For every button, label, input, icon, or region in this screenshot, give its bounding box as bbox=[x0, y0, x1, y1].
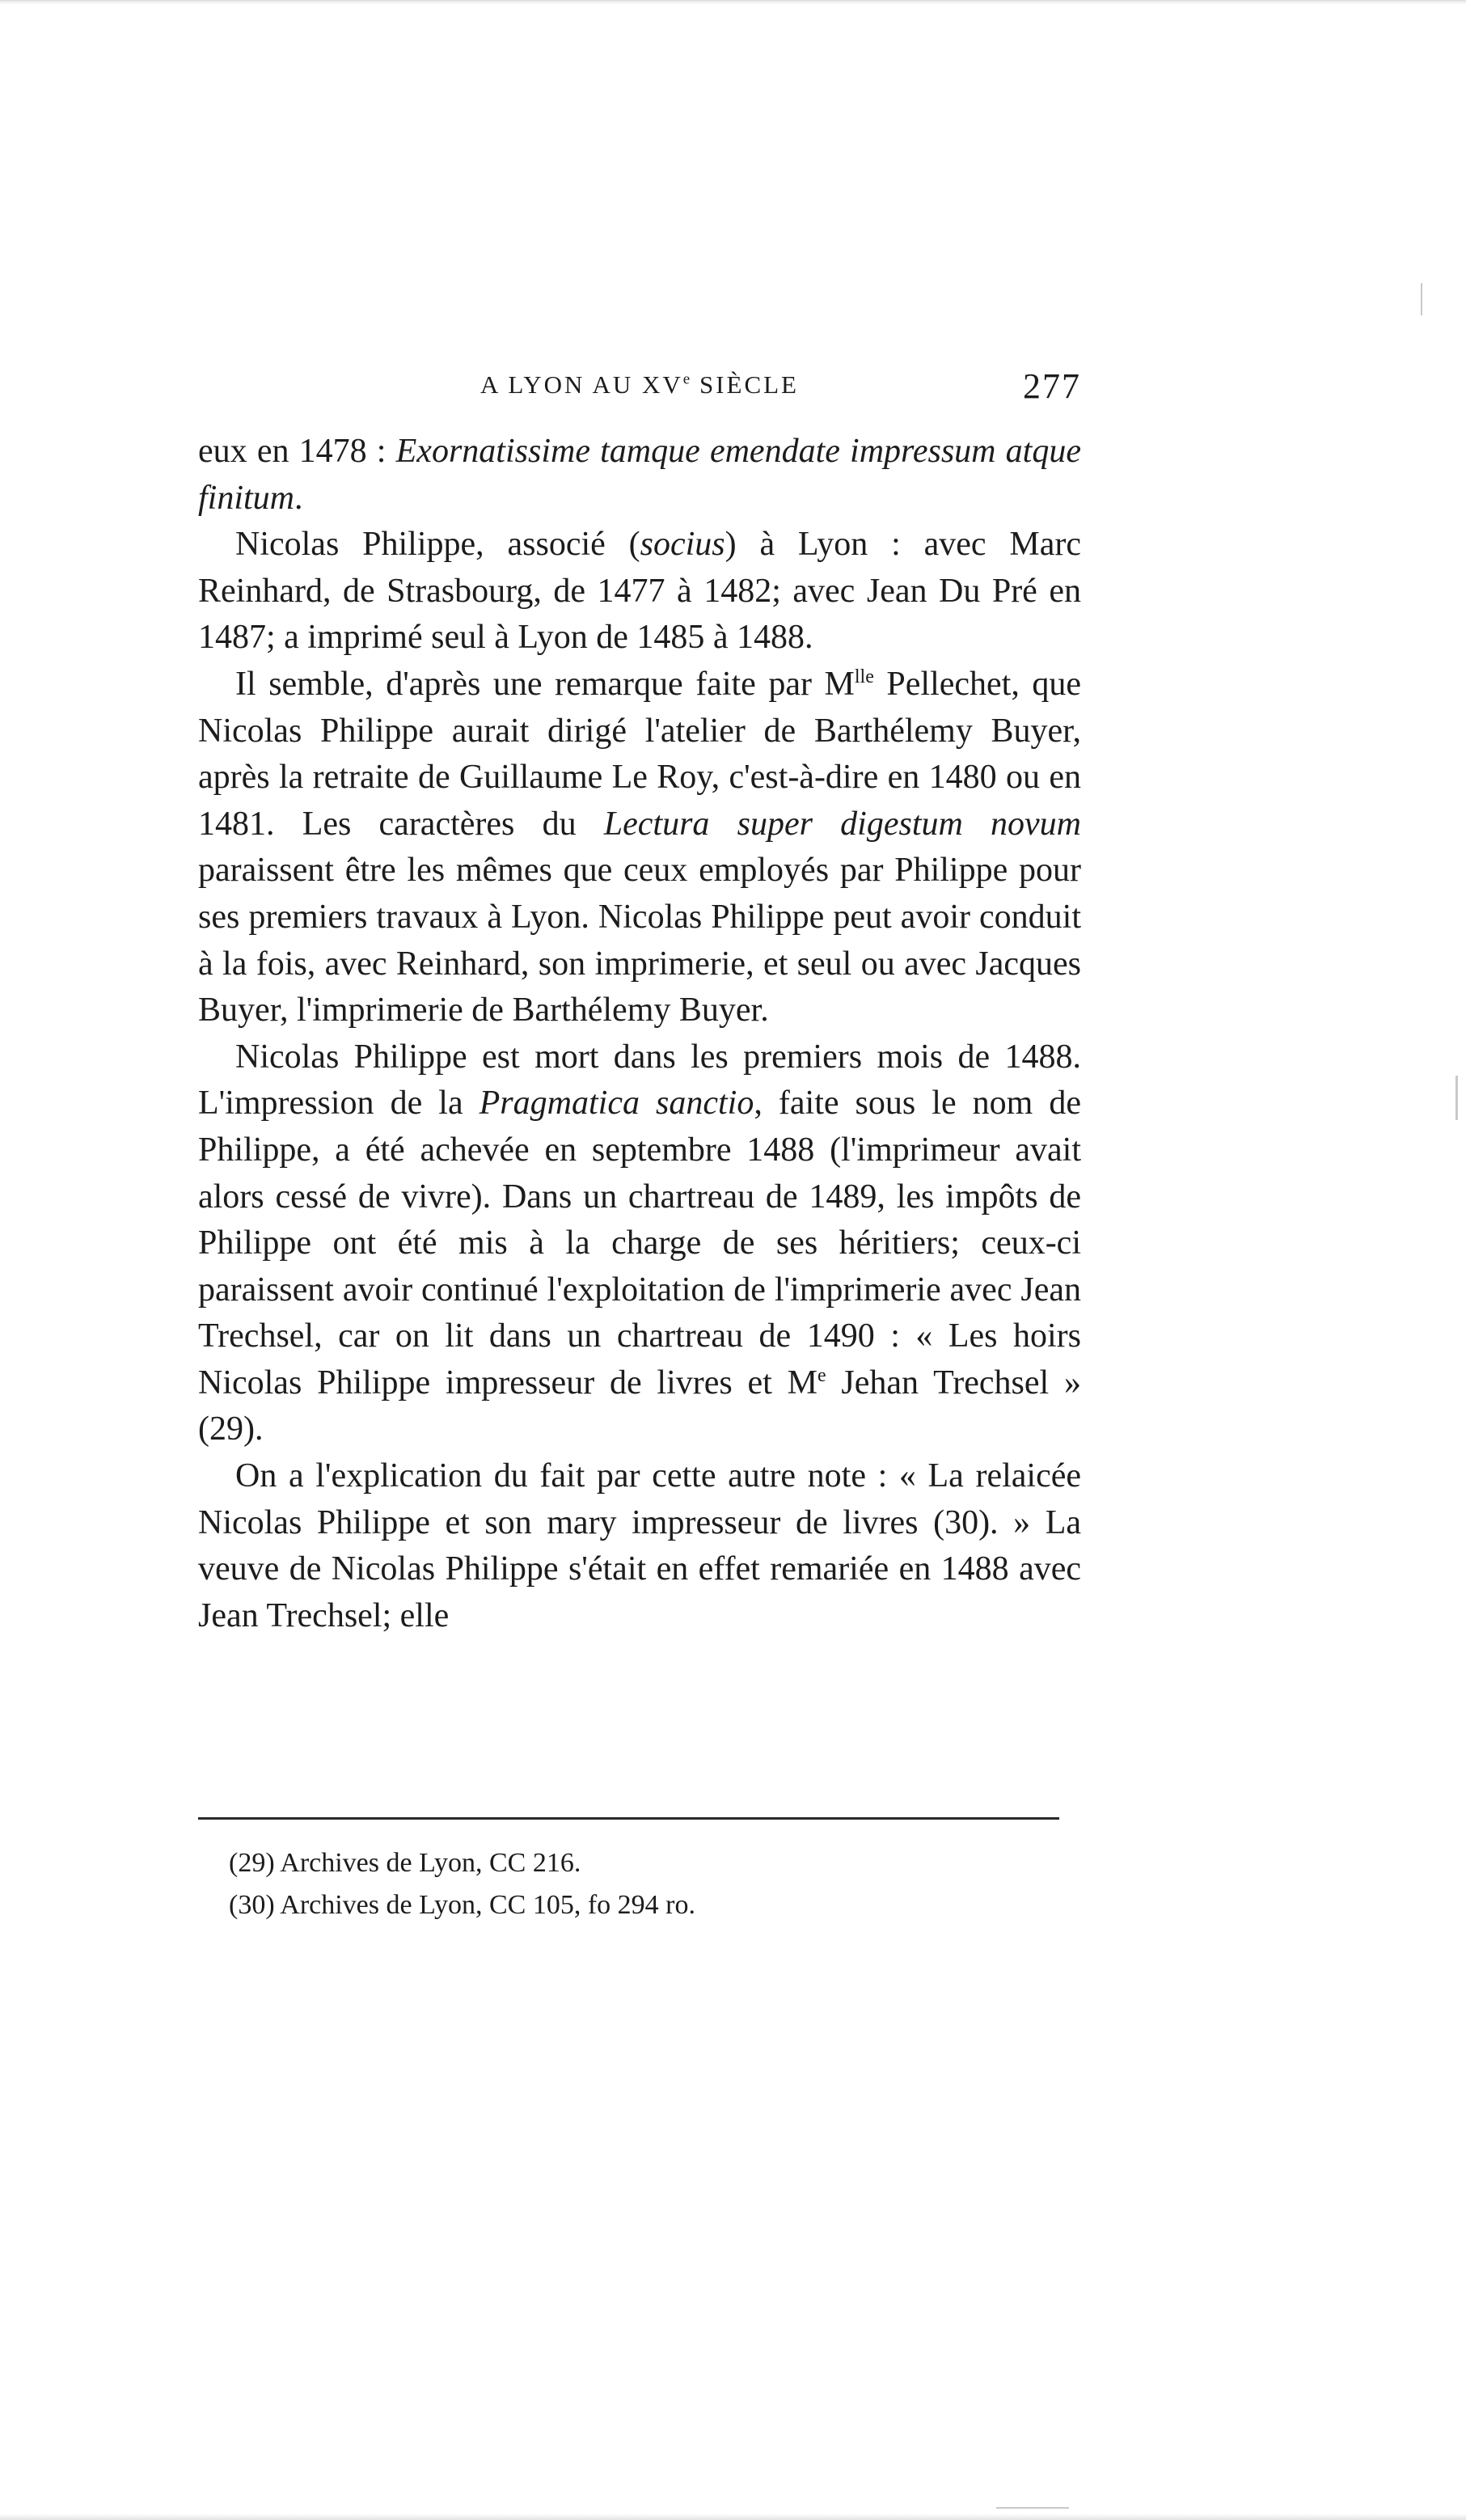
footnotes bbox=[229, 1842, 957, 1926]
paragraph: eux en 1478 : Exornatissime tamque emendate impressum atque finitum. bbox=[198, 433, 1081, 517]
footnote: (30) Archives de Lyon, CC 105, fo 294 ro. bbox=[229, 1890, 695, 1920]
scan-edge-top bbox=[0, 0, 1466, 5]
page-number: 277 bbox=[1023, 366, 1081, 406]
footnote: (29) Archives de Lyon, CC 216. bbox=[229, 1848, 581, 1878]
running-title: A LYON AU XVe SIÈCLE bbox=[480, 370, 799, 399]
footnote-rule bbox=[198, 1817, 1059, 1820]
scan-mark bbox=[1455, 1076, 1458, 1120]
paragraph: Il semble, d'après une remarque faite par $M^{lle}$ Pellechet, que Nicolas Philippe aurait dirigé l'atelier de Barthélemy Buyer, après la retraite de Guillaume Le Roy, c'est-à-dire en 1480 ou en 1481. Les caractères du Lectura super digestum novum paraissent être les mêmes que ceux employés par Philippe pour ses premiers travaux à Lyon. Nicolas Philippe peut avoir conduit à la fois, avec Reinhard, son imprimerie, et seul ou avec Jacques Buyer, l'imprimerie de Barthélemy Buyer. bbox=[198, 665, 1082, 1030]
scan-edge-bottom bbox=[0, 2514, 1466, 2520]
body-text bbox=[198, 429, 1081, 1639]
paragraph: Nicolas Philippe est mort dans les premiers mois de 1488. L'impression de la Pragmatica sanctio, faite sous le nom de Philippe, a été achevée en septembre 1488 (l'imprimeur avait alors cessé de vivre). Dans un chartreau de 1489, les impôts de Philippe ont été mis à la charge de ses héritiers; ceux-ci paraissent avoir continué l'exploitation de l'imprimerie avec Jean Trechsel, car on lit dans un chartreau de 1490 : « Les hoirs Nicolas Philippe impresseur de livres et Me Jehan Trechsel » (29). bbox=[198, 1038, 1082, 1448]
scan-mark bbox=[1421, 283, 1422, 315]
paragraph: On a l'explication du fait par cette autre note : « La relaicée Nicolas Philippe et son mary impresseur de livres (30). » La veuve de Nicolas Philippe s'était en effet remariée en 1488 avec Jean Trechsel; elle bbox=[198, 1457, 1081, 1634]
scan-mark bbox=[996, 2507, 1069, 2509]
paragraph: Nicolas Philippe, associé (socius) à Lyon : avec Marc Reinhard, de Strasbourg, de 1477 à 1482; avec Jean Du Pré en 1487; a imprimé seul à Lyon de 1485 à 1488. bbox=[198, 526, 1081, 657]
running-head bbox=[198, 366, 1081, 414]
